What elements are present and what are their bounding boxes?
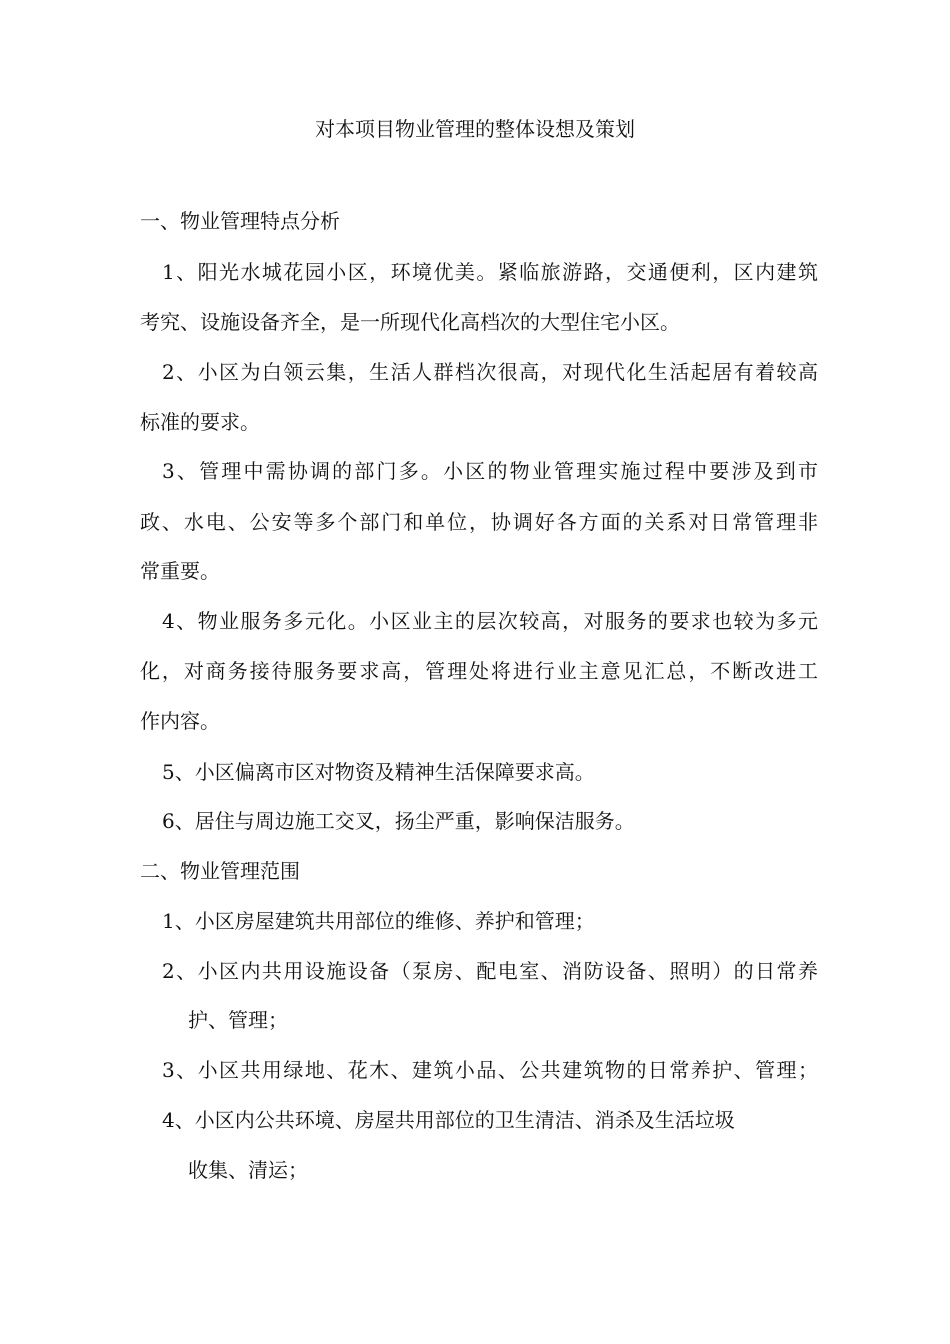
- paragraph-line: 3、管理中需协调的部门多。小区的物业管理实施过程中要涉及到市: [162, 459, 818, 483]
- list-item-line: 1、小区房屋建筑共用部位的维修、养护和管理；: [162, 909, 595, 933]
- paragraph-line: 6、居住与周边施工交叉，扬尘严重，影响保洁服务。: [162, 809, 635, 833]
- list-item-line: 3、小区共用绿地、花木、建筑小品、公共建筑物的日常养护、管理；: [162, 1058, 818, 1082]
- paragraph-line: 常重要。: [140, 559, 220, 583]
- section-heading-scope: 二、物业管理范围: [140, 859, 300, 883]
- paragraph-line: 1、阳光水城花园小区，环境优美。紧临旅游路，交通便利，区内建筑: [162, 260, 818, 284]
- paragraph-line: 作内容。: [140, 709, 220, 733]
- list-item-line: 收集、清运；: [188, 1158, 308, 1182]
- document-title: 对本项目物业管理的整体设想及策划: [315, 117, 635, 141]
- list-item-line: 2、小区内共用设施设备（泵房、配电室、消防设备、照明）的日常养: [162, 959, 818, 983]
- paragraph-line: 考究、设施设备齐全，是一所现代化高档次的大型住宅小区。: [140, 310, 680, 334]
- paragraph-line: 政、水电、公安等多个部门和单位，协调好各方面的关系对日常管理非: [140, 510, 818, 534]
- paragraph-line: 5、小区偏离市区对物资及精神生活保障要求高。: [162, 760, 595, 784]
- section-heading-features: 一、物业管理特点分析: [140, 209, 340, 233]
- paragraph-line: 化，对商务接待服务要求高，管理处将进行业主意见汇总，不断改进工: [140, 659, 818, 683]
- paragraph-line: 4、物业服务多元化。小区业主的层次较高，对服务的要求也较为多元: [162, 609, 818, 633]
- list-item-line: 护、管理；: [188, 1008, 288, 1032]
- list-item-line: 4、小区内公共环境、房屋共用部位的卫生清洁、消杀及生活垃圾: [162, 1108, 735, 1132]
- paragraph-line: 标准的要求。: [140, 410, 260, 434]
- paragraph-line: 2、小区为白领云集，生活人群档次很高，对现代化生活起居有着较高: [162, 360, 818, 384]
